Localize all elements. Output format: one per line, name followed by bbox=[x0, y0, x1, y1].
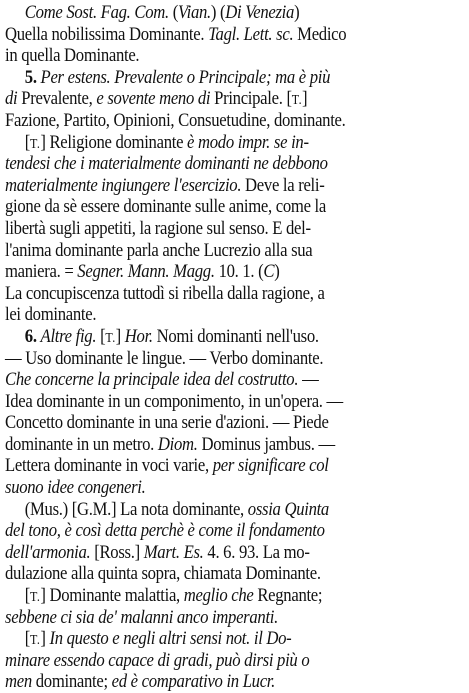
text-line-21: dominante in un metro. Diom. Dominus jambus. — bbox=[5, 433, 335, 455]
text-line-3: in quella Dominante. bbox=[5, 45, 140, 67]
text-line-6: Fazione, Partito, Opinioni, Consuetudine, dominante. bbox=[5, 109, 346, 131]
text-line-2: Quella nobilissima Dominante. Tagl. Lett. sc. Medico bbox=[5, 23, 347, 45]
text-line-11: libertà sugli appetiti, la ragione sul senso. E del- bbox=[5, 217, 311, 239]
text-line-24: (Mus.) [G.M.] La nota dominante, ossia Quinta bbox=[24, 498, 329, 520]
text-line-29: sebbene ci sia de' malanni anco imperanti. bbox=[5, 606, 278, 628]
text-line-12: l'anima dominante parla anche Lucrezio alla sua bbox=[5, 239, 313, 261]
text-line-16: 6. Altre fig. [T.] Hor. Nomi dominanti nell'uso. bbox=[24, 325, 319, 347]
text-line-26: dell'armonia. [Ross.] Mart. Es. 4. 6. 93. La mo- bbox=[5, 541, 310, 563]
text-line-23: suono idee congeneri. bbox=[5, 477, 146, 499]
text-line-25: del tono, è così detta perchè è come il fondamento bbox=[5, 520, 325, 542]
text-line-18: Che concerne la principale idea del costrutto. — bbox=[5, 369, 319, 391]
text-line-15: lei dominante. bbox=[5, 304, 97, 326]
text-line-32: men dominante; ed è comparativo in Lucr. bbox=[5, 671, 276, 693]
text-line-20: Concetto dominante in una serie d'azioni. — Piede bbox=[5, 412, 329, 434]
text-line-7: [T.] Religione dominante è modo impr. se in- bbox=[24, 131, 309, 153]
text-line-14: La concupiscenza tuttodì si ribella dalla ragione, a bbox=[5, 282, 325, 304]
text-line-30: [T.] In questo e negli altri sensi not. il Do- bbox=[24, 628, 292, 650]
text-line-31: minare essendo capace di gradi, può dirsi più o bbox=[5, 649, 310, 671]
text-line-8: tendesi che i materialmente dominanti ne debbono bbox=[5, 153, 328, 175]
text-line-1: Come Sost. Fag. Com. (Vian.) (Di Venezia) bbox=[24, 2, 300, 23]
text-line-13: maniera. = Segner. Mann. Magg. 10. 1. (C) bbox=[5, 261, 280, 283]
text-line-10: gione da sè essere dominante sulle anime, come la bbox=[5, 196, 326, 218]
text-line-5: di Prevalente, e sovente meno di Principale. [T.] bbox=[5, 88, 308, 110]
text-line-17: — Uso dominante le lingue. — Verbo dominante. bbox=[5, 347, 324, 369]
text-line-19: Idea dominante in un componimento, in un'opera. — bbox=[5, 390, 343, 412]
text-line-27: dulazione alla quinta sopra, chiamata Dominante. bbox=[5, 563, 321, 585]
text-line-28: [T.] Dominante malattia, meglio che Regnante; bbox=[24, 585, 323, 607]
text-line-4: 5. Per estens. Prevalente o Principale; ma è più bbox=[24, 66, 331, 88]
text-line-22: Lettera dominante in voci varie, per significare col bbox=[5, 455, 329, 477]
text-line-9: materialmente ingiungere l'esercizio. Deve la reli- bbox=[5, 174, 325, 196]
